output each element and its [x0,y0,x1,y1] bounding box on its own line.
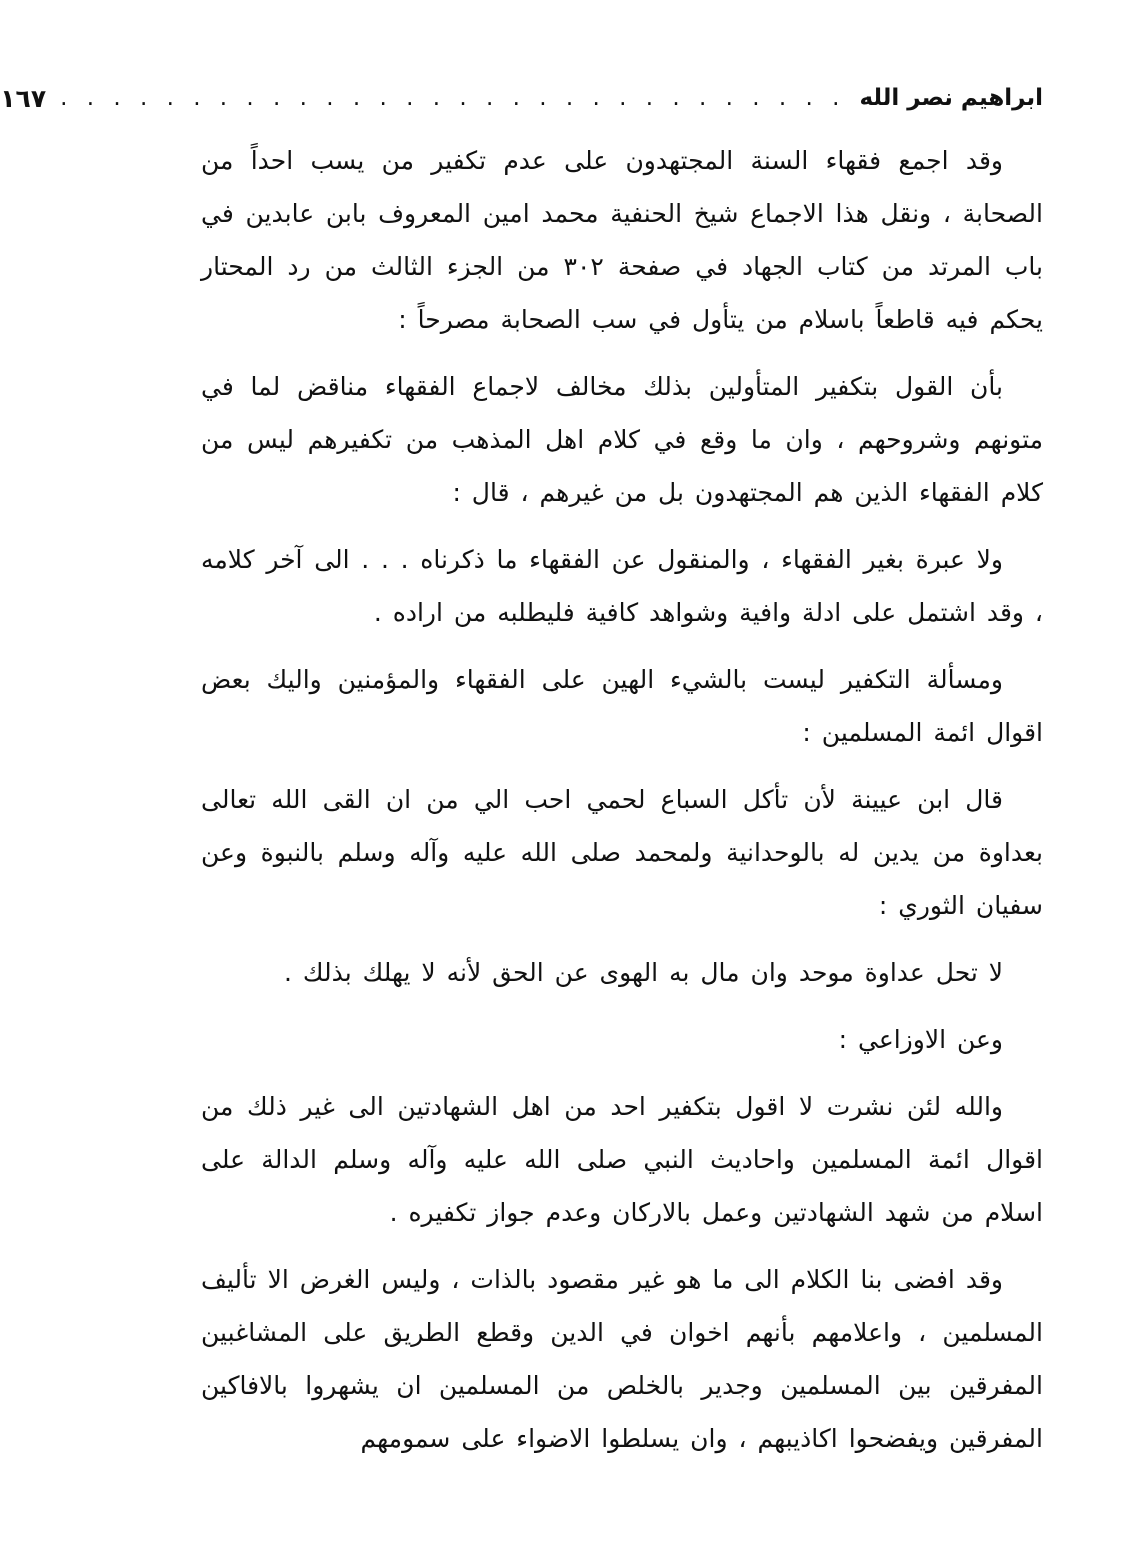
book-page [0,70,1043,1510]
paragraph: لا تحل عداوة موحد وان مال به الهوى عن الحق لأنه لا يهلك بذلك . [284,958,1003,987]
running-header-author: ابراهيم نصر الله [859,85,1043,111]
paragraph: والله لئن نشرت لا اقول بتكفير احد من اهل الشهادتين الى غير ذلك من اقوال ائمة المسلمين واحاديث النبي صلى الله عليه وآله وسلم الدالة على اسلام من شهد الشهادتين وعمل بالاركان وعدم جواز تكفيره . [201,1092,1043,1227]
paragraph: وقد اجمع فقهاء السنة المجتهدون على عدم تكفير من يسب احداً من الصحابة ، ونقل هذا الاجماع شيخ الحنفية محمد امين المعروف بابن عابدين في باب المرتد من كتاب الجهاد في صفحة ٣٠٢ من الجزء الثالث من رد المحتار يحكم فيه قاطعاً باسلام من يتأول في سب الصحابة مصرحاً : [201,146,1043,334]
page-number: ١٦٧ [0,83,47,113]
paragraph: بأن القول بتكفير المتأولين بذلك مخالف لاجماع الفقهاء مناقض لما في متونهم وشروحهم ، وان ما وقع في كلام اهل المذهب من تكفيرهم ليس من كلام الفقهاء الذين هم المجتهدون بل من غيرهم ، قال : [201,372,1043,507]
paragraph: وقد افضى بنا الكلام الى ما هو غير مقصود بالذات ، وليس الغرض الا تأليف المسلمين ، واعلامهم بأنهم اخوان في الدين وقطع الطريق على المشاغبين المفرقين بين المسلمين وجدير بالخلص من المسلمين ان يشهروا بالافاكين المفرقين ويفضحوا اكاذيبهم ، وان يسلطوا الاضواء على سمومهم [201,1265,1043,1453]
paragraph: قال ابن عيينة لأن تأكل السباع لحمي احب الي من ان القى الله تعالى بعداوة من يدين له بالوحدانية ولمحمد صلى الله عليه وآله وسلم بالنبوة وعن سفيان الثوري : [201,785,1043,920]
body-text [201,134,1043,1465]
paragraph: ولا عبرة بغير الفقهاء ، والمنقول عن الفقهاء ما ذكرناه . . . الى آخر كلامه ، وقد اشتمل على ادلة وافية وشواهد كافية فليطلبه من اراده . [201,545,1043,627]
running-header [0,70,1043,126]
paragraph: ومسألة التكفير ليست بالشيء الهين على الفقهاء والمؤمنين واليك بعض اقوال ائمة المسلمين : [201,665,1043,747]
dot-leader: . . . . . . . . . . . . . . . . . . . . . . . . . . . . . . [60,85,846,111]
paragraph: وعن الاوزاعي : [838,1025,1003,1054]
